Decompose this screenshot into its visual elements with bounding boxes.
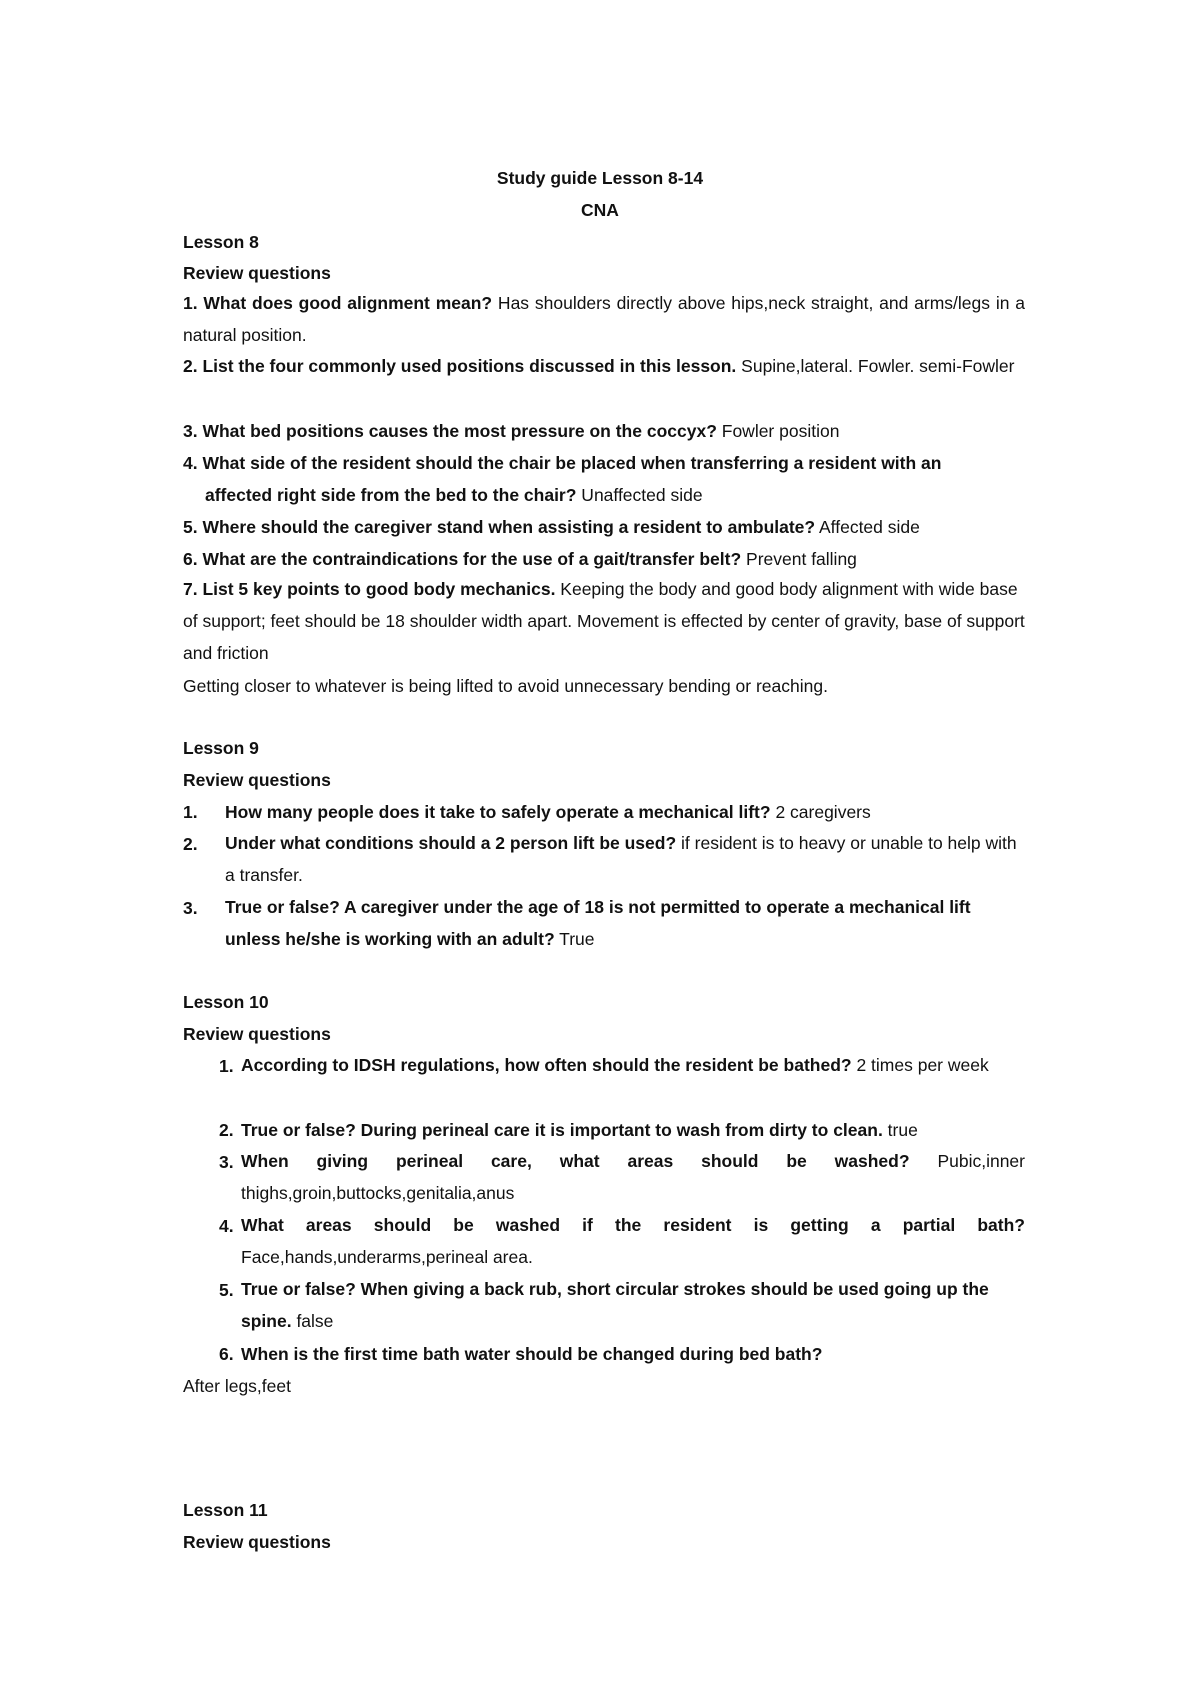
answer-text: Affected side	[815, 517, 920, 537]
answer-text: false	[291, 1310, 334, 1331]
lesson-8-q6	[183, 549, 857, 569]
lesson-10-subheading: Review questions	[183, 1024, 331, 1044]
question-text: How many people does it take to safely operate a mechanical lift?	[225, 802, 771, 822]
list-number: 5.	[219, 1280, 234, 1300]
page-title: Study guide Lesson 8-14	[496, 168, 704, 188]
question-text: 3. What bed positions causes the most pressure on the coccyx?	[183, 421, 717, 441]
question-text: Under what conditions should a 2 person lift be used?	[225, 833, 677, 853]
lesson-11-heading: Lesson 11	[183, 1500, 268, 1520]
lesson-8-q4-line2	[205, 485, 703, 505]
lesson-10-note: After legs,feet	[183, 1376, 291, 1396]
answer-text: Fowler position	[716, 421, 840, 441]
question-text: True or false? A caregiver under the age of 18 is not permitted to operate a mechanical lift unless he/she is working with an adult?	[225, 897, 971, 949]
list-number: 6.	[219, 1344, 234, 1364]
question-text: What areas should be washed if the resident is getting a partial bath?	[241, 1215, 1025, 1235]
lesson-9-q3	[225, 892, 1025, 956]
question-text: According to IDSH regulations, how often should the resident be bathed?	[241, 1055, 852, 1075]
answer-text: 2 times per week	[851, 1055, 989, 1075]
question-text: 7. List 5 key points to good body mechanics.	[183, 579, 556, 599]
lesson-8-q2	[183, 351, 1025, 383]
answer-text: 2 caregivers	[770, 802, 871, 822]
lesson-8-heading: Lesson 8	[183, 232, 259, 252]
question-text: 6. What are the contraindications for the use of a gait/transfer belt?	[183, 549, 742, 569]
lesson-10-q4	[241, 1210, 1025, 1274]
answer-text: if resident is to heavy or unable to help with a transfer.	[225, 833, 1017, 885]
lesson-9-q2	[225, 828, 1025, 892]
question-text: 2. List the four commonly used positions discussed in this lesson.	[183, 356, 737, 376]
question-text: 1. What does good alignment mean?	[183, 293, 493, 313]
list-number: 2.	[183, 834, 198, 854]
answer-text: Keeping the body and good body alignment with wide base of support; feet should be 18 shoulder width apart. Movement is effected by center of gravity, base of support and friction	[183, 579, 1025, 663]
lesson-10-q1	[241, 1050, 1025, 1082]
lesson-8-q1	[183, 288, 1025, 352]
answer-text: Unaffected side	[576, 485, 703, 505]
lesson-8-q4-line1: 4. What side of the resident should the chair be placed when transferring a resident with an	[183, 453, 942, 473]
question-text: True or false? When giving a back rub, short circular strokes should be used going up the spine.	[241, 1279, 989, 1331]
answer-text: Pubic,inner thighs,groin,buttocks,genitalia,anus	[241, 1151, 1025, 1203]
lesson-8-subheading: Review questions	[183, 263, 331, 283]
question-text: When giving perineal care, what areas should be washed?	[241, 1151, 910, 1171]
list-number: 3.	[219, 1152, 234, 1172]
lesson-8-q7	[183, 574, 1025, 669]
list-number: 2.	[219, 1120, 234, 1140]
question-text: True or false? During perineal care it is important to wash from dirty to clean.	[241, 1120, 883, 1140]
list-number: 1.	[183, 802, 198, 822]
lesson-10-q6: When is the first time bath water should be changed during bed bath?	[241, 1344, 823, 1364]
lesson-9-q1	[225, 802, 871, 822]
lesson-10-q5	[241, 1274, 1025, 1338]
lesson-10-heading: Lesson 10	[183, 992, 269, 1012]
answer-text: Prevent falling	[741, 549, 857, 569]
lesson-8-q5	[183, 517, 920, 537]
answer-text: True	[554, 928, 595, 949]
list-number: 4.	[219, 1216, 234, 1236]
lesson-11-subheading: Review questions	[183, 1532, 331, 1552]
list-number: 1.	[219, 1056, 234, 1076]
lesson-9-heading: Lesson 9	[183, 738, 259, 758]
answer-text: Has shoulders directly above hips,neck straight, and arms/legs in a natural position.	[183, 293, 1025, 345]
lesson-10-q3	[241, 1146, 1025, 1210]
lesson-9-subheading: Review questions	[183, 770, 331, 790]
lesson-8-q3	[183, 421, 839, 441]
answer-text: true	[882, 1120, 918, 1140]
question-text: 5. Where should the caregiver stand when assisting a resident to ambulate?	[183, 517, 816, 537]
list-number: 3.	[183, 898, 198, 918]
question-text: affected right side from the bed to the chair?	[205, 485, 577, 505]
answer-text: Face,hands,underarms,perineal area.	[241, 1246, 533, 1267]
lesson-8-note: Getting closer to whatever is being lifted to avoid unnecessary bending or reaching.	[183, 676, 828, 696]
lesson-10-q2	[241, 1120, 918, 1140]
answer-text: Supine,lateral. Fowler. semi-Fowler	[736, 356, 1015, 376]
page-subtitle: CNA	[581, 200, 619, 220]
